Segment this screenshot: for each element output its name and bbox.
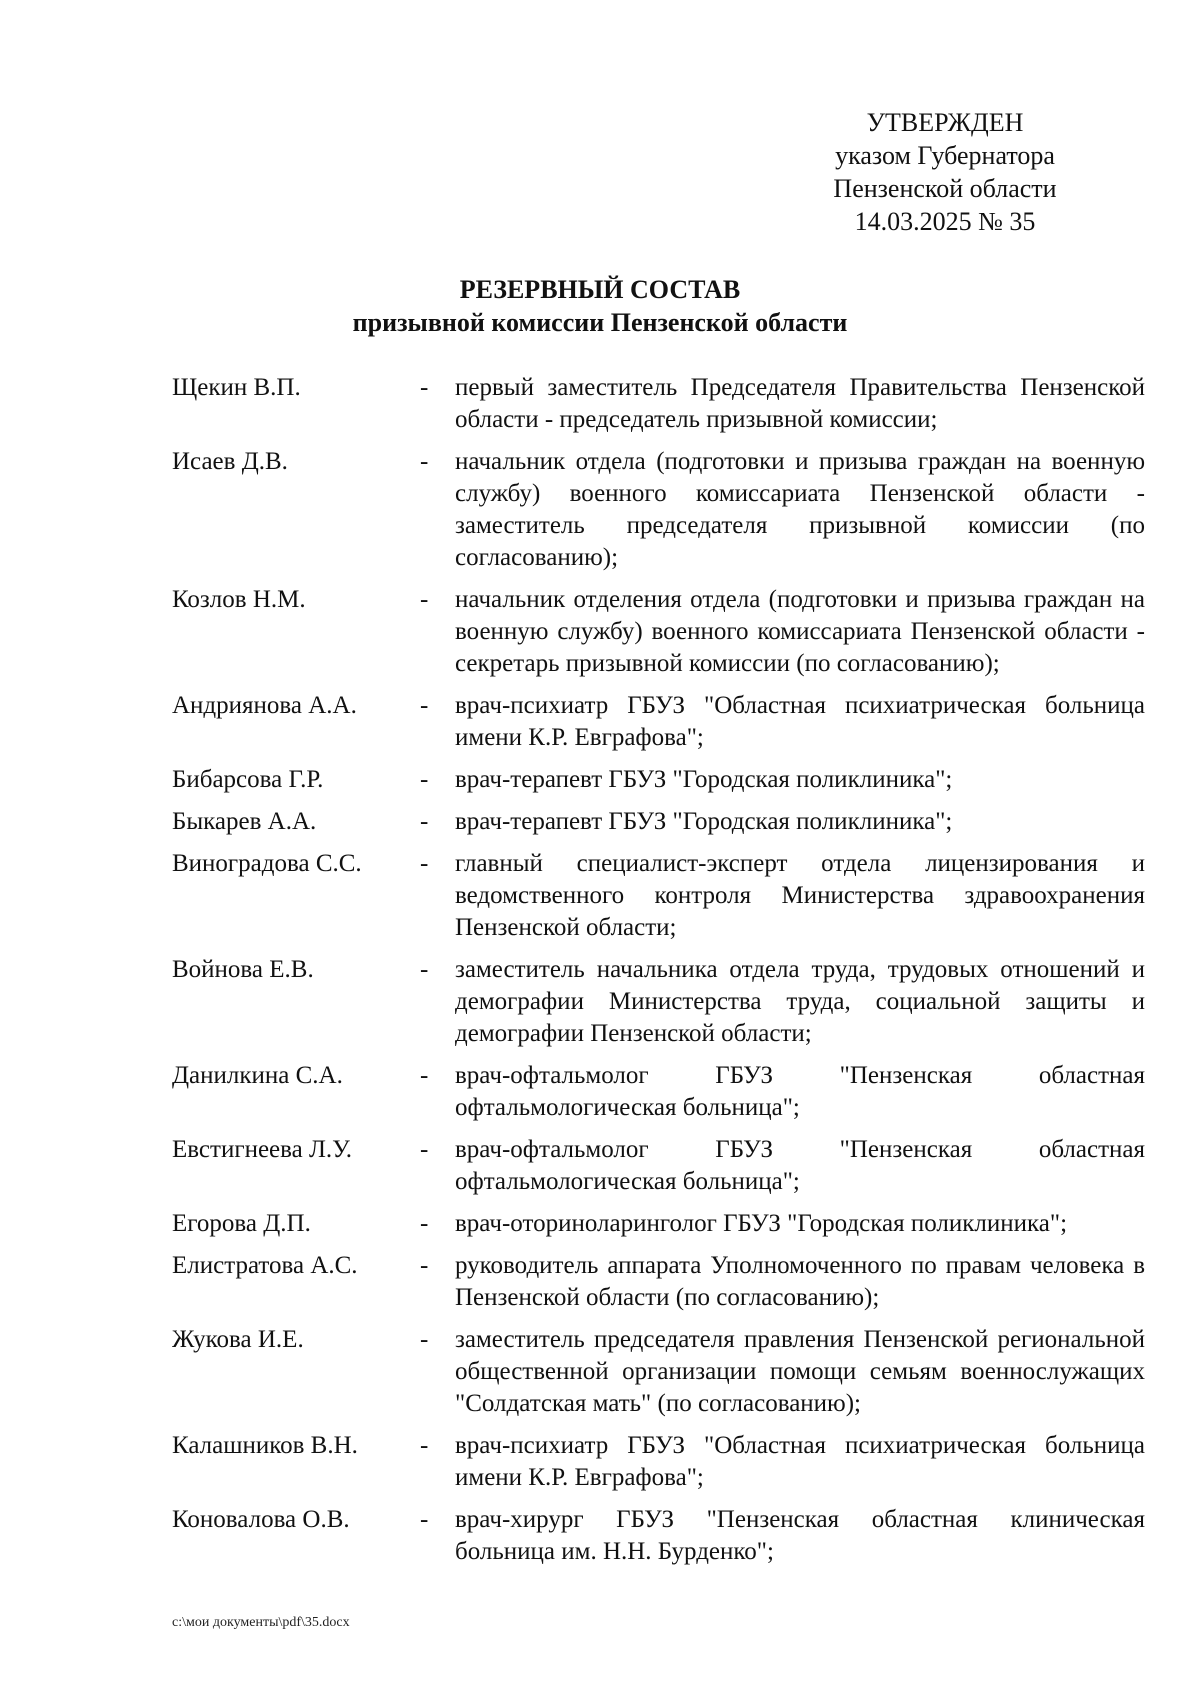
- member-name: Виноградова С.С.: [172, 850, 362, 877]
- member-dash: -: [420, 374, 429, 401]
- list-item: [172, 1060, 1152, 1124]
- list-item: [172, 446, 1152, 574]
- member-name: Козлов Н.М.: [172, 586, 306, 613]
- member-position: первый заместитель Председателя Правительства Пензенской области - председатель призывной комиссии;: [455, 374, 1145, 433]
- list-item: [172, 954, 1152, 1050]
- member-name: Войнова Е.В.: [172, 956, 314, 983]
- approval-block: [800, 106, 1090, 238]
- member-name: Щекин В.П.: [172, 374, 301, 401]
- member-name: Елистратова А.С.: [172, 1252, 358, 1279]
- member-name: Коновалова О.В.: [172, 1506, 350, 1533]
- member-name: Егорова Д.П.: [172, 1210, 311, 1237]
- list-item: [172, 372, 1152, 436]
- member-position: заместитель председателя правления Пензенской региональной общественной организации помощи семьям военнослужащих "Солдатская мать" (по согласованию);: [455, 1326, 1145, 1417]
- member-dash: -: [420, 766, 429, 793]
- list-item: [172, 584, 1152, 680]
- list-item: [172, 848, 1152, 944]
- list-item: [172, 690, 1152, 754]
- member-name: Данилкина С.А.: [172, 1062, 343, 1089]
- member-position: врач-психиатр ГБУЗ "Областная психиатрическая больница имени К.Р. Евграфова";: [455, 1432, 1145, 1491]
- member-name: Жукова И.Е.: [172, 1326, 304, 1353]
- list-item: [172, 764, 1152, 796]
- member-position: врач-терапевт ГБУЗ "Городская поликлиника";: [455, 808, 953, 835]
- document-title: [250, 273, 950, 339]
- member-dash: -: [420, 586, 429, 613]
- approval-region: Пензенской области: [833, 174, 1057, 203]
- member-position: врач-психиатр ГБУЗ "Областная психиатрическая больница имени К.Р. Евграфова";: [455, 692, 1145, 751]
- approval-date-number: 14.03.2025 № 35: [854, 207, 1036, 236]
- member-position: врач-хирург ГБУЗ "Пензенская областная клиническая больница им. Н.Н. Бурденко";: [455, 1506, 1145, 1565]
- member-name: Бибарсова Г.Р.: [172, 766, 324, 793]
- list-item: [172, 1430, 1152, 1494]
- title-line-2: призывной комиссии Пензенской области: [352, 308, 848, 337]
- member-list: [172, 372, 1152, 1578]
- member-dash: -: [420, 850, 429, 877]
- approval-decree: указом Губернатора: [835, 141, 1055, 170]
- member-dash: -: [420, 956, 429, 983]
- member-dash: -: [420, 692, 429, 719]
- member-position: врач-оториноларинголог ГБУЗ "Городская поликлиника";: [455, 1210, 1068, 1237]
- member-position: руководитель аппарата Уполномоченного по правам человека в Пензенской области (по согласованию);: [455, 1252, 1145, 1311]
- member-position: врач-терапевт ГБУЗ "Городская поликлиника";: [455, 766, 953, 793]
- member-position: главный специалист-эксперт отдела лицензирования и ведомственного контроля Министерства здравоохранения Пензенской области;: [455, 850, 1145, 941]
- member-name: Андриянова А.А.: [172, 692, 357, 719]
- member-dash: -: [420, 1062, 429, 1089]
- approval-heading: УТВЕРЖДЕН: [866, 108, 1024, 137]
- member-position: врач-офтальмолог ГБУЗ "Пензенская областная офтальмологическая больница";: [455, 1062, 1145, 1121]
- list-item: [172, 1324, 1152, 1420]
- member-dash: -: [420, 1432, 429, 1459]
- member-position: врач-офтальмолог ГБУЗ "Пензенская областная офтальмологическая больница";: [455, 1136, 1145, 1195]
- file-path-footer: c:\мои документы\pdf\35.docx: [172, 1615, 350, 1630]
- member-dash: -: [420, 1506, 429, 1533]
- member-name: Калашников В.Н.: [172, 1432, 358, 1459]
- member-dash: -: [420, 1252, 429, 1279]
- title-line-1: РЕЗЕРВНЫЙ СОСТАВ: [459, 275, 741, 304]
- member-dash: -: [420, 1210, 429, 1237]
- member-position: начальник отделения отдела (подготовки и призыва граждан на военную службу) военного комиссариата Пензенской области - секретарь призывной комиссии (по согласованию);: [455, 586, 1145, 677]
- list-item: [172, 1208, 1152, 1240]
- member-position: заместитель начальника отдела труда, трудовых отношений и демографии Министерства труда, социальной защиты и демографии Пензенской области;: [455, 956, 1145, 1047]
- member-position: начальник отдела (подготовки и призыва граждан на военную службу) военного комиссариата Пензенской области - заместитель председателя призывной комиссии (по согласованию);: [455, 448, 1145, 571]
- list-item: [172, 1504, 1152, 1568]
- member-dash: -: [420, 1326, 429, 1353]
- list-item: [172, 806, 1152, 838]
- member-name: Быкарев А.А.: [172, 808, 317, 835]
- member-name: Евстигнеева Л.У.: [172, 1136, 353, 1163]
- member-dash: -: [420, 1136, 429, 1163]
- member-dash: -: [420, 808, 429, 835]
- member-name: Исаев Д.В.: [172, 448, 288, 475]
- list-item: [172, 1134, 1152, 1198]
- list-item: [172, 1250, 1152, 1314]
- member-dash: -: [420, 448, 429, 475]
